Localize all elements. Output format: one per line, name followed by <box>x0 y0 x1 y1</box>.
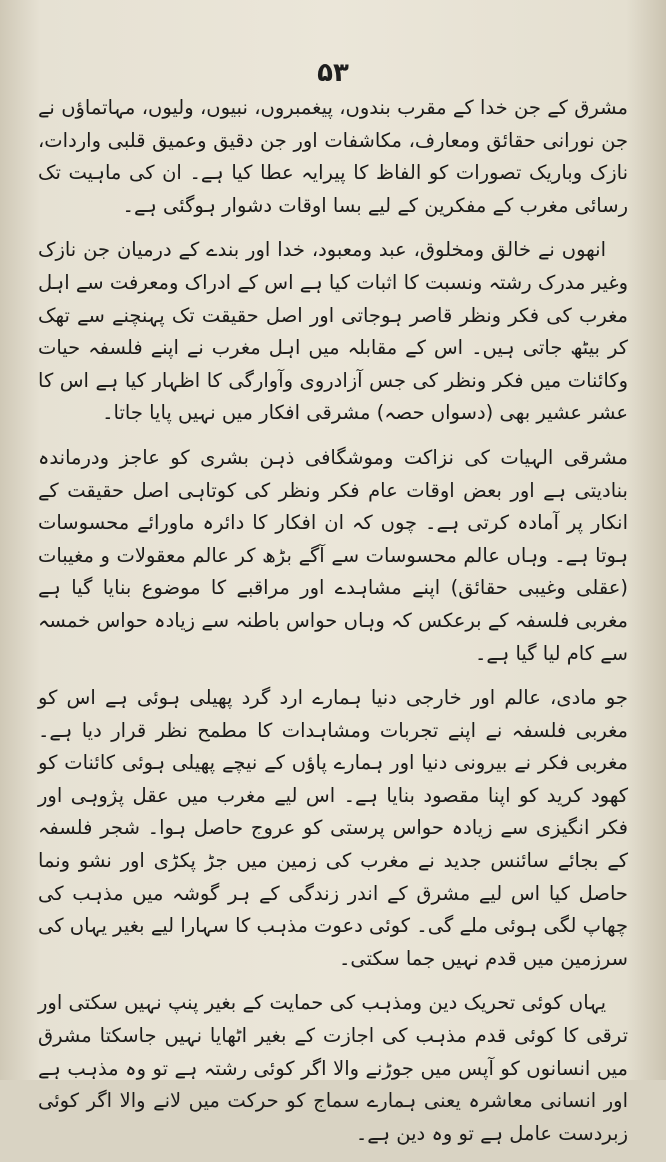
page-number: ۵۳ <box>317 58 349 88</box>
paragraph-3: مشرقی الہیات کی نزاکت وموشگافی ذہن بشری کو عاجز ودرماندہ بنادیتی ہے اور بعض اوقات عام فکر ونظر کی کوتاہی اصل حقیقت کے انکار پر آمادہ کرتی ہے۔ چوں کہ ان افکار کا دائرہ ماورائے محسوسات ہوتا ہے۔ وہاں عالم محسوسات سے آگے بڑھ کر عالم معقولات و مغیبات (عقلی وغیبی حقائق) اپنے مشاہدے اور مراقبے کا موضوع بنایا گیا ہے مغربی فلسفہ کے برعکس کہ وہاں حواس باطنہ سے زیادہ حواس خمسہ سے کام لیا گیا ہے۔ <box>38 445 628 665</box>
paragraph-5: یہاں کوئی تحریک دین ومذہب کی حمایت کے بغیر پنپ نہیں سکتی اور ترقی کا کوئی قدم مذہب کی اجازت کے بغیر اٹھایا نہیں جاسکتا مشرق میں انسانوں کو آپس میں جوڑنے والا اگر کوئی رشتہ ہے تو وہ مذہب ہے اور انسانی معاشرہ یعنی ہمارے سماج کو حرکت میں لانے والا اگر کوئی زبردست عامل ہے تو وہ دین ہے۔ <box>38 991 628 1145</box>
paragraph-4: جو مادی، عالم اور خارجی دنیا ہمارے ارد گرد پھیلی ہوئی ہے اس کو مغربی فلسفہ نے اپنے تجربات ومشاہدات کا مطمح نظر قرار دیا ہے۔ مغربی فکر نے بیرونی دنیا اور ہمارے پاؤں کے نیچے پھیلی ہوئی کائنات کو کھود کرید کو اپنا مقصود بنایا ہے۔ اس لیے مغرب میں عقل پژوہی اور فکر انگیزی سے زیادہ حواس پرستی کو عروج حاصل ہوا۔ شجر فلسفہ کے بجائے سائنس جدید نے مغرب کی زمین میں جڑ پکڑی اور نشو ونما حاصل کیا اس لیے مشرق کے اندر زندگی کے ہر گوشہ میں مذہب کی چھاپ لگی ہوئی ملے گی۔ کوئی دعوت مذہب کا سہارا لیے بغیر یہاں کی سرزمین میں قدم نہیں جما سکتی۔ <box>38 686 628 970</box>
page-body <box>38 92 628 1162</box>
paragraph-2: انھوں نے خالق ومخلوق، عبد ومعبود، خدا اور بندے کے درمیان جن نازک وغیر مدرک رشتہ ونسبت کا اثبات کیا ہے اس کے ادراک ومعرفت سے اہل مغرب کی فکر ونظر قاصر ہوجاتی اور اصل حقیقت تک پہنچنے سے تھک کر بیٹھ جاتی ہیں۔ اس کے مقابلہ میں اہل مغرب نے اپنے فلسفہ حیات وکائنات میں فکر ونظر کی جس آزادروی وآوارگی کا اظہار کیا ہے اس کا عشر عشیر بھی (دسواں حصہ) مشرقی افکار میں نہیں پایا جاتا۔ <box>38 238 628 425</box>
paragraph-1: مشرق کے جن خدا کے مقرب بندوں، پیغمبروں، نبیوں، ولیوں، مہاتماؤں نے جن نورانی حقائق ومعارف، مکاشفات اور جن دقیق وعمیق قلبی واردات، نازک وباریک تصورات کو الفاظ کا پیرایہ عطا کیا ہے۔ ان کی ماہیت تک رسائی مغرب کے مفکرین کے لیے بسا اوقات دشوار ہوگئی ہے۔ <box>38 96 628 217</box>
